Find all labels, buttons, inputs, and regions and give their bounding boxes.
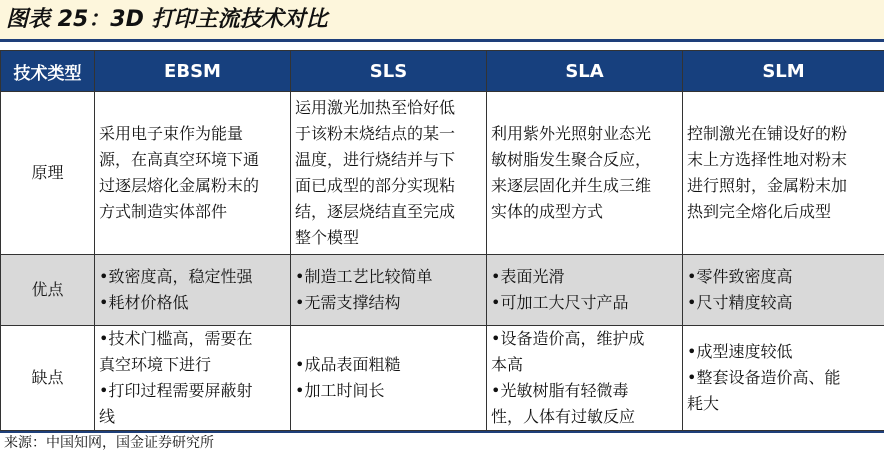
cell-line: 结，逐层烧结直至完成: [295, 202, 456, 221]
cell-advantages-ebsm: [95, 255, 291, 326]
cell-line: 真空环境下进行: [99, 355, 212, 374]
cell-line: •可加工大尺寸产品: [491, 293, 629, 312]
cell-line: 热到完全熔化后成型: [687, 202, 832, 221]
row-label-principle: 原理: [1, 92, 95, 255]
header-sls: SLS: [291, 51, 487, 92]
cell-line: 控制激光在铺设好的粉: [687, 124, 848, 143]
cell-line: 耗大: [687, 394, 720, 413]
cell-line: 末上方选择性地对粉末: [687, 150, 848, 169]
cell-line: •尺寸精度较高: [687, 293, 793, 312]
cell-line: 面已成型的部分实现粘: [295, 176, 456, 195]
cell-disadvantages-ebsm: [95, 326, 291, 431]
cell-line: •设备造价高，维护成: [491, 329, 645, 348]
bottom-rule: [0, 431, 884, 433]
cell-line: 运用激光加热至恰好低: [295, 98, 456, 117]
cell-line: 来逐层固化并生成三维: [491, 176, 652, 195]
cell-line: 整个模型: [295, 228, 360, 247]
row-label-disadvantages: 缺点: [1, 326, 95, 431]
figure-title: 图表 25：3D 打印主流技术对比: [0, 0, 884, 39]
cell-line: 方式制造实体部件: [99, 202, 228, 221]
cell-disadvantages-sls: [291, 326, 487, 431]
cell-principle-sla: [487, 92, 683, 255]
cell-principle-sls: [291, 92, 487, 255]
cell-line: 温度，进行烧结并与下: [295, 150, 456, 169]
cell-line: •表面光滑: [491, 267, 565, 286]
cell-line: 线: [99, 407, 116, 426]
cell-line: •技术门槛高，需要在: [99, 329, 253, 348]
header-row: [1, 51, 884, 92]
row-principle: [1, 92, 884, 255]
cell-line: •成品表面粗糙: [295, 355, 401, 374]
cell-disadvantages-sla: [487, 326, 683, 431]
header-tech-type: 技术类型: [1, 51, 95, 92]
header-ebsm: EBSM: [95, 51, 291, 92]
row-label-advantages: 优点: [1, 255, 95, 326]
cell-line: •致密度高，稳定性强: [99, 267, 253, 286]
cell-line: •整套设备造价高、能: [687, 368, 841, 387]
cell-line: 于该粉末烧结点的某一: [295, 124, 456, 143]
cell-line: 进行照射，金属粉末加: [687, 176, 848, 195]
cell-line: •零件致密度高: [687, 267, 793, 286]
title-rule: [0, 39, 884, 42]
cell-line: 敏树脂发生聚合反应，: [491, 150, 652, 169]
cell-line: •光敏树脂有轻微毒: [491, 381, 629, 400]
cell-advantages-slm: [683, 255, 884, 326]
cell-line: •成型速度较低: [687, 342, 793, 361]
cell-line: 采用电子束作为能量: [99, 124, 244, 143]
header-sla: SLA: [487, 51, 683, 92]
cell-advantages-sla: [487, 255, 683, 326]
comparison-table: [0, 50, 884, 431]
cell-line: •制造工艺比较简单: [295, 267, 433, 286]
cell-line: 性，人体有过敏反应: [491, 407, 636, 426]
cell-line: 本高: [491, 355, 524, 374]
header-slm: SLM: [683, 51, 884, 92]
cell-line: 过逐层熔化金属粉末的: [99, 176, 260, 195]
cell-line: •耗材价格低: [99, 293, 189, 312]
cell-line: •打印过程需要屏蔽射: [99, 381, 253, 400]
cell-line: •加工时间长: [295, 381, 385, 400]
cell-line: 利用紫外光照射业态光: [491, 124, 652, 143]
cell-principle-slm: [683, 92, 884, 255]
row-disadvantages: [1, 326, 884, 431]
source-note: 来源：中国知网，国金证券研究所: [4, 435, 214, 451]
cell-advantages-sls: [291, 255, 487, 326]
cell-principle-ebsm: [95, 92, 291, 255]
cell-line: 源，在高真空环境下通: [99, 150, 260, 169]
row-advantages: [1, 255, 884, 326]
cell-line: •无需支撑结构: [295, 293, 401, 312]
cell-disadvantages-slm: [683, 326, 884, 431]
cell-line: 实体的成型方式: [491, 202, 604, 221]
